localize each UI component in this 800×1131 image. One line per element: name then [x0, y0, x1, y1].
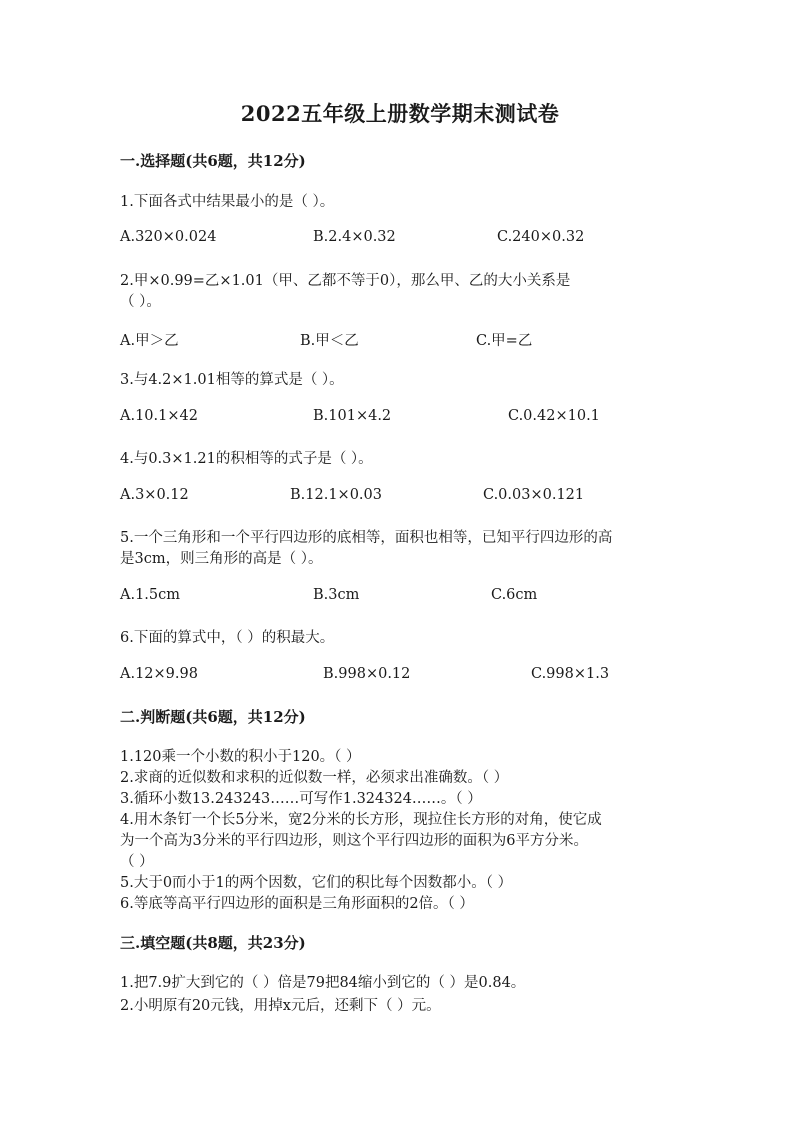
option-b: B.甲＜乙 — [300, 333, 359, 349]
question-stem-continued: （ ）。 — [120, 294, 161, 310]
question-stem: 6.下面的算式中，（ ）的积最大。 — [120, 630, 335, 646]
section-heading-choice: 一.选择题(共6题，共12分) — [120, 152, 306, 170]
statement-line: 2.求商的近似数和求积的近似数一样，必须求出准确数。（ ） — [120, 770, 509, 786]
option-a: A.1.5cm — [120, 587, 181, 603]
option-c: C.240×0.32 — [497, 229, 585, 245]
section-heading-fill-in: 三.填空题(共8题，共23分) — [120, 934, 306, 952]
option-c: C.0.42×10.1 — [508, 408, 600, 424]
option-a: A.10.1×42 — [120, 408, 198, 424]
option-a: A.12×9.98 — [120, 666, 198, 682]
statement-line: 6.等底等高平行四边形的面积是三角形面积的2倍。（ ） — [120, 896, 474, 912]
option-a: A.甲＞乙 — [120, 333, 179, 349]
option-c: C.6cm — [491, 587, 538, 603]
option-b: B.998×0.12 — [323, 666, 411, 682]
question-stem-continued: 是3cm，则三角形的高是（ ）。 — [120, 551, 323, 567]
question-stem: 1.下面各式中结果最小的是（ ）。 — [120, 194, 335, 210]
statement-line: 为一个高为3分米的平行四边形，则这个平行四边形的面积为6平方分米。 — [120, 833, 588, 849]
option-a: A.3×0.12 — [120, 487, 189, 503]
statement-line: 4.用木条钉一个长5分米，宽2分米的长方形，现拉住长方形的对角，使它成 — [120, 812, 602, 828]
option-c: C.998×1.3 — [531, 666, 610, 682]
option-b: B.101×4.2 — [313, 408, 392, 424]
statement-line: 1.120乘一个小数的积小于120。（ ） — [120, 749, 361, 765]
question-stem: 2.甲×0.99=乙×1.01（甲、乙都不等于0），那么甲、乙的大小关系是 — [120, 273, 571, 289]
fill-in-line: 1.把7.9扩大到它的（ ）倍是79把84缩小到它的（ ）是0.84。 — [120, 975, 526, 991]
option-b: B.3cm — [313, 587, 360, 603]
question-stem: 5.一个三角形和一个平行四边形的底相等，面积也相等，已知平行四边形的高 — [120, 530, 613, 546]
page-title: 2022五年级上册数学期末测试卷 — [240, 101, 560, 126]
option-c: C.0.03×0.121 — [483, 487, 585, 503]
statement-line: （ ） — [120, 854, 154, 870]
option-a: A.320×0.024 — [120, 229, 217, 245]
option-c: C.甲=乙 — [476, 333, 533, 349]
section-heading-judgement: 二.判断题(共6题，共12分) — [120, 708, 306, 726]
option-b: B.12.1×0.03 — [290, 487, 382, 503]
fill-in-line: 2.小明原有20元钱，用掉x元后，还剩下（ ）元。 — [120, 998, 441, 1014]
statement-line: 3.循环小数13.243243……可写作1.324324……。（ ） — [120, 791, 482, 807]
option-b: B.2.4×0.32 — [313, 229, 396, 245]
statement-line: 5.大于0而小于1的两个因数，它们的积比每个因数都小。（ ） — [120, 875, 513, 891]
question-stem: 4.与0.3×1.21的积相等的式子是（ ）。 — [120, 451, 373, 467]
question-stem: 3.与4.2×1.01相等的算式是（ ）。 — [120, 372, 344, 388]
